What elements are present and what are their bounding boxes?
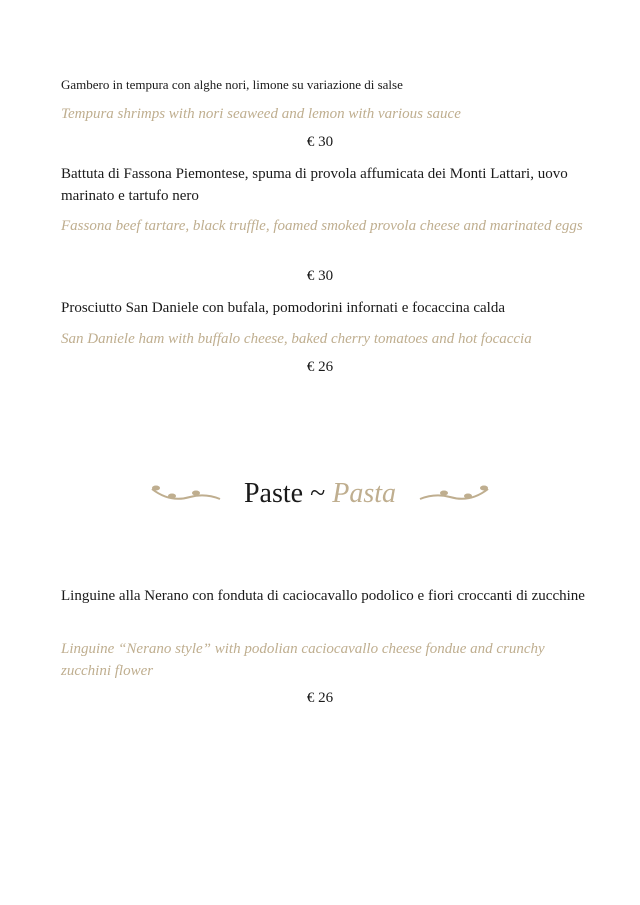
section-title-english: Pasta bbox=[332, 478, 397, 509]
right-flourish-icon bbox=[418, 483, 490, 505]
dish-italian-name: Gambero in tempura con alghe nori, limone su variazione di salse bbox=[61, 77, 403, 92]
dish-english-name: Linguine “Nerano style” with podolian caciocavallo cheese fondue and crunchy zucchini flower bbox=[61, 641, 545, 679]
left-flourish-icon bbox=[150, 483, 222, 505]
section-heading bbox=[0, 478, 640, 510]
dish-english-name: Fassona beef tartare, black truffle, foamed smoked provola cheese and marinated eggs bbox=[61, 218, 583, 234]
section-separator: ~ bbox=[310, 478, 326, 509]
section-title bbox=[244, 478, 396, 510]
dish-price: € 26 bbox=[306, 359, 334, 375]
dish-price: € 26 bbox=[306, 690, 334, 706]
section-title-italian: Paste bbox=[243, 478, 304, 509]
dish-italian-name: Prosciutto San Daniele con bufala, pomodorini infornati e focaccina calda bbox=[61, 300, 506, 316]
dish-italian-name: Linguine alla Nerano con fonduta di caciocavallo podolico e fiori croccanti di zucchine bbox=[61, 588, 585, 604]
dish-italian-name: Battuta di Fassona Piemontese, spuma di provola affumicata dei Monti Lattari, uovo marinato e tartufo nero bbox=[61, 166, 568, 204]
dish-english-name: San Daniele ham with buffalo cheese, baked cherry tomatoes and hot focaccia bbox=[61, 331, 532, 347]
dish-english-name: Tempura shrimps with nori seaweed and lemon with various sauce bbox=[61, 106, 461, 122]
dish-price: € 30 bbox=[306, 268, 334, 284]
dish-price: € 30 bbox=[306, 134, 334, 150]
